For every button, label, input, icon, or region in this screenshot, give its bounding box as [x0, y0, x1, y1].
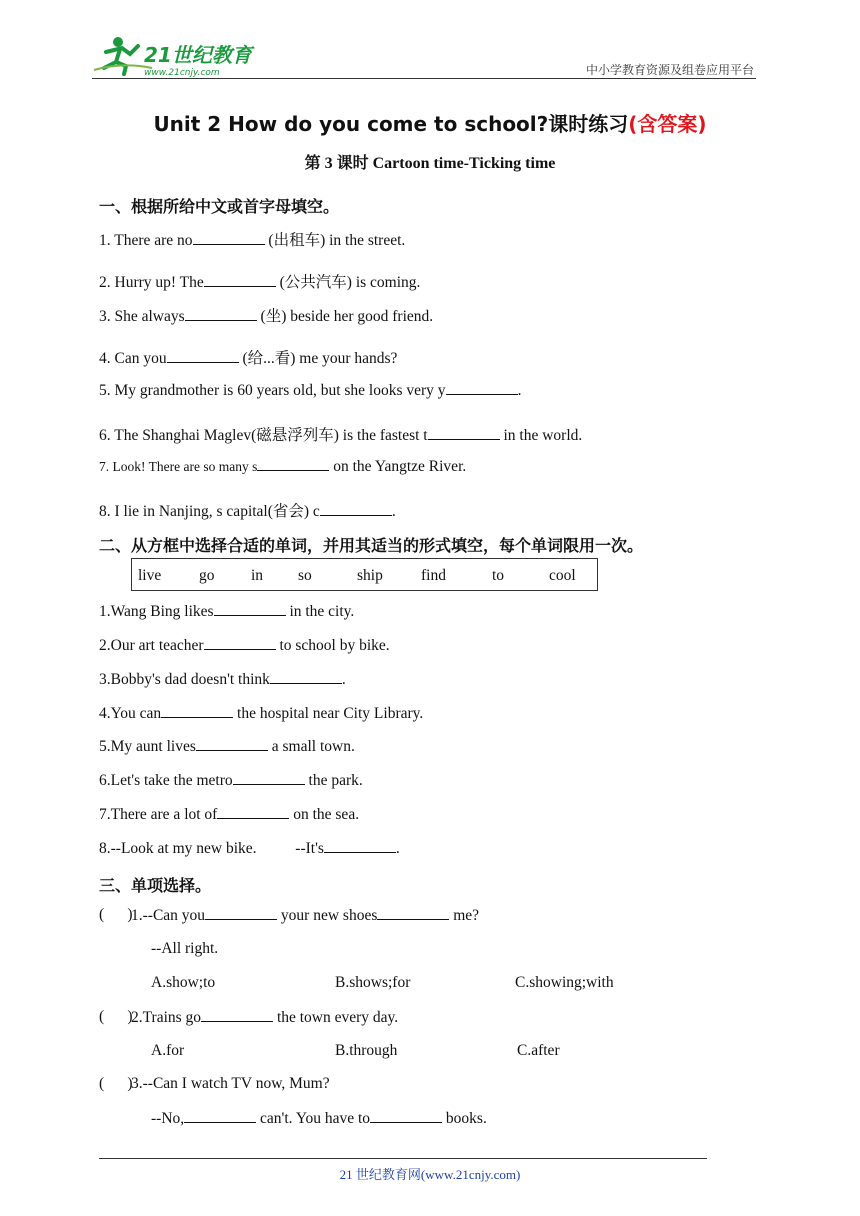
s1-question-5: 5. My grandmother is 60 years old, but she looks very y .: [99, 382, 522, 399]
header-divider: [92, 78, 756, 79]
answer-blank: [320, 502, 392, 516]
section2-heading: 二、从方框中选择合适的单词，并用其适当的形式填空，每个单词限用一次。: [99, 536, 644, 555]
answer-blank: [217, 805, 289, 819]
answer-blank: [205, 906, 277, 920]
answer-blank: [270, 670, 342, 684]
logo-text: 21世纪教育: [144, 43, 252, 67]
answer-blank: [446, 381, 518, 395]
answer-blank: [204, 273, 276, 287]
title-main: Unit 2 How do you come to school?课时练习: [153, 112, 629, 136]
s1-question-1: 1. There are no (出租车) in the street.: [99, 232, 406, 249]
site-logo: [92, 34, 262, 78]
word-bank-box: [131, 558, 598, 591]
word-bank-item: live: [138, 567, 162, 584]
s3-q2-option-b: B.through: [335, 1042, 398, 1059]
answer-blank: [193, 231, 265, 245]
answer-blank: [184, 1109, 256, 1123]
header-platform-text: 中小学教育资源及组卷应用平台: [585, 63, 754, 77]
s2-question-3: 3.Bobby's dad doesn't think .: [99, 671, 346, 688]
s2-question-2: 2.Our art teacher to school by bike.: [99, 637, 390, 654]
page-title: [0, 108, 860, 137]
answer-blank: [324, 839, 396, 853]
s1-question-7: 7. Look! There are so many s on the Yangtze River.: [99, 458, 467, 475]
answer-blank: [428, 426, 500, 440]
s1-question-2: 2. Hurry up! The (公共汽车) is coming.: [99, 274, 421, 291]
s3-q1-option-b: B.shows;for: [335, 974, 411, 991]
word-bank-item: so: [298, 567, 312, 584]
s3-q1-option-c: C.showing;with: [515, 974, 614, 991]
answer-blank: [201, 1008, 273, 1022]
s1-question-3: 3. She always (坐) beside her good friend.: [99, 308, 434, 325]
answer-blank: [377, 906, 449, 920]
s1-question-8: 8. I lie in Nanjing, s capital(省会) c .: [99, 503, 396, 520]
s3-q3-reply: --No, can't. You have to books.: [151, 1110, 487, 1127]
answer-paren: ( ): [99, 906, 133, 923]
word-bank-item: ship: [357, 567, 383, 584]
logo-url: www.21cnjy.com: [144, 68, 220, 78]
answer-blank: [161, 704, 233, 718]
s3-q1-option-a: A.show;to: [151, 974, 216, 991]
s1-question-6: 6. The Shanghai Maglev(磁悬浮列车) is the fastest t in the world.: [99, 427, 583, 444]
word-bank-item: to: [492, 567, 505, 584]
page-subtitle: 第 3 课时 Cartoon time-Ticking time: [304, 155, 556, 172]
section1-heading: 一、根据所给中文或首字母填空。: [99, 197, 340, 216]
s2-question-8: 8.--Look at my new bike. --It's .: [99, 840, 400, 857]
word-bank-item: go: [199, 567, 215, 584]
s2-question-6: 6.Let's take the metro the park.: [99, 772, 363, 789]
answer-blank: [214, 602, 286, 616]
answer-paren: ( ): [99, 1075, 133, 1092]
word-bank-item: in: [251, 567, 264, 584]
s3-q1-reply: --All right.: [151, 940, 219, 957]
s3-question-2: 2.Trains go the town every day.: [131, 1009, 399, 1026]
s3-question-3: 3.--Can I watch TV now, Mum?: [131, 1075, 330, 1092]
s2-question-5: 5.My aunt lives a small town.: [99, 738, 355, 755]
answer-blank: [204, 636, 276, 650]
s2-question-4: 4.You can the hospital near City Library.: [99, 705, 424, 722]
answer-blank: [185, 307, 257, 321]
answer-blank: [196, 737, 268, 751]
s3-q2-option-c: C.after: [517, 1042, 560, 1059]
section3-heading: 三、单项选择。: [99, 876, 212, 895]
title-answers-note: (含答案): [628, 112, 707, 136]
answer-blank: [370, 1109, 442, 1123]
s1-question-4: 4. Can you (给...看) me your hands?: [99, 350, 398, 367]
answer-blank: [233, 771, 305, 785]
answer-blank: [167, 349, 239, 363]
s2-question-1: 1.Wang Bing likes in the city.: [99, 603, 355, 620]
s2-question-7: 7.There are a lot of on the sea.: [99, 806, 360, 823]
answer-paren: ( ): [99, 1008, 133, 1025]
answer-blank: [257, 457, 329, 471]
s3-question-1: 1.--Can you your new shoes me?: [131, 907, 480, 924]
s3-q2-option-a: A.for: [151, 1042, 185, 1059]
word-bank-item: find: [421, 567, 446, 584]
word-bank-item: cool: [549, 567, 576, 584]
footer-link[interactable]: 21 世纪教育网(www.21cnjy.com): [339, 1167, 521, 1182]
footer-divider: [99, 1158, 707, 1159]
